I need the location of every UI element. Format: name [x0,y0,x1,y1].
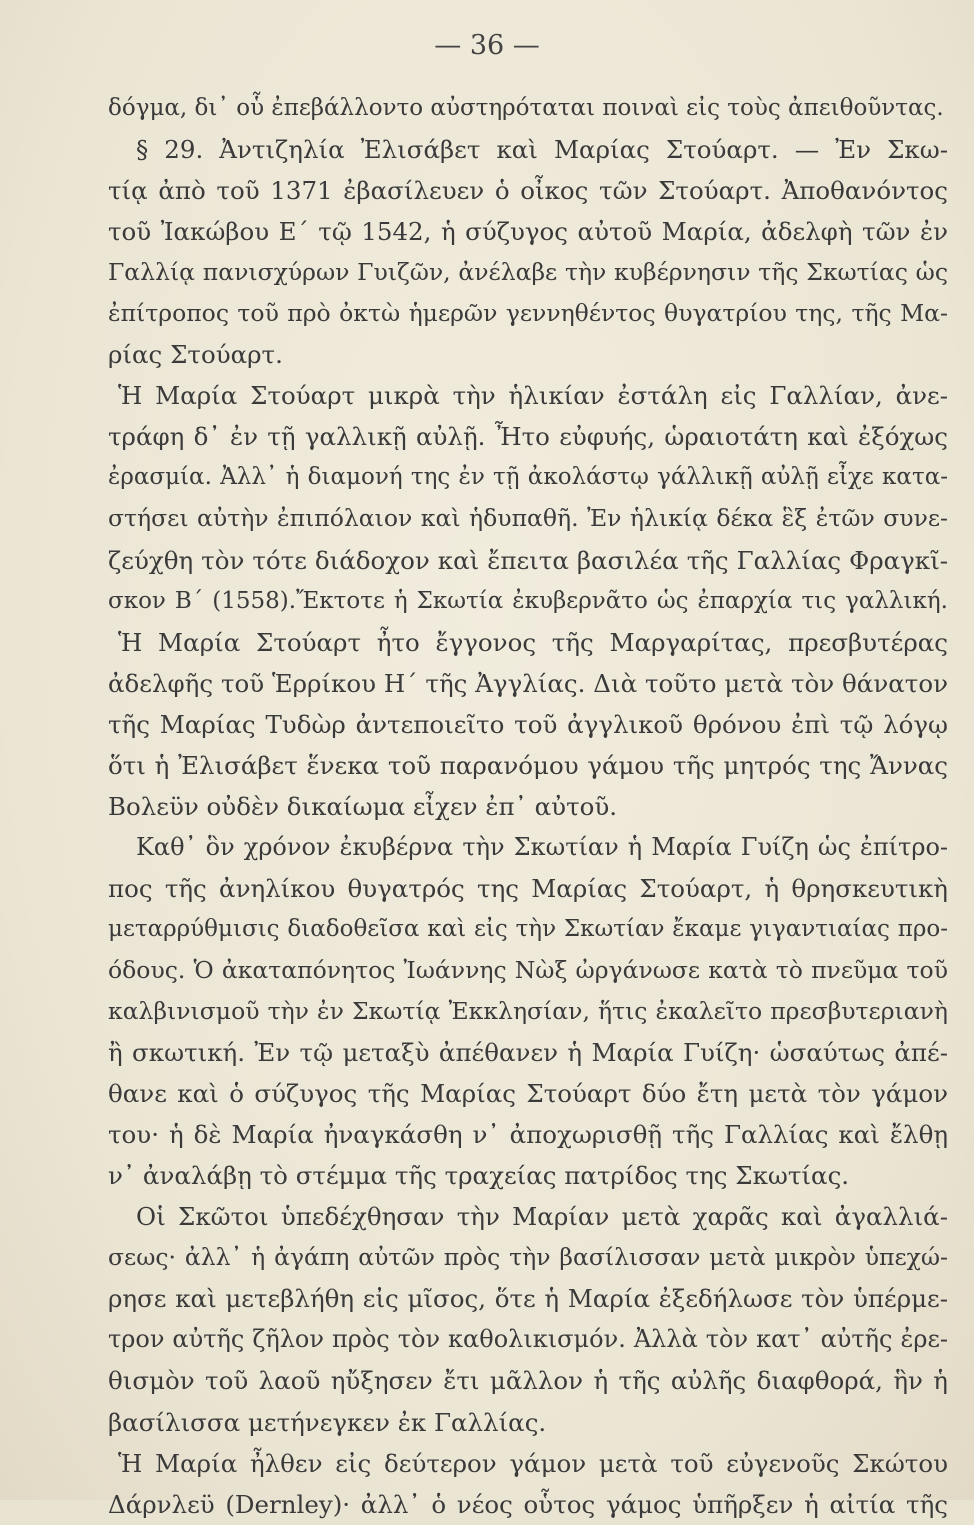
text-line: ρίας Στούαρτ. [108,340,283,370]
text-line: ρησε καὶ μετεβλήθη εἰς μῖσος, ὅτε ἡ Μαρία ἐξεδήλωσε τὸν ὑπέρμε- [108,1284,948,1314]
text-line: τρον αὐτῆς ζῆλον πρὸς τὸν καθολικισμόν. Ἀλλὰ τὸν κατ᾿ αὐτῆς ἐρε- [108,1325,948,1354]
text-line: ἀδελφῆς τοῦ Ἑρρίκου Η΄ τῆς Ἀγγλίας. Διὰ τοῦτο μετὰ τὸν θάνατον [108,668,948,698]
text-line: Ἡ Μαρία Στούαρτ μικρὰ τὴν ἡλικίαν ἐστάλη εἰς Γαλλίαν, ἀνε- [118,381,948,411]
text-line: όδους. Ὁ ἀκαταπόνητος Ἰωάννης Νὼξ ὠργάνωσε κατὰ τὸ πνεῦμα τοῦ [108,955,948,984]
text-line: καλβινισμοῦ τὴν ἐν Σκωτίᾳ Ἐκκλησίαν, ἥτις ἐκαλεῖτο πρεσβυτεριανὴ [108,997,948,1026]
text-line: σκον Β΄ (1558).Ἔκτοτε ἡ Σκωτία ἐκυβερνᾶτο ὡς ἐπαρχία τις γαλλική. [108,587,948,614]
text-line: Ἡ Μαρία ἦλθεν εἰς δεύτερον γάμον μετὰ τοῦ εὐγενοῦς Σκώτου [118,1448,948,1478]
text-line: τοῦ Ἰακώβου Ε΄ τῷ 1542, ἡ σύζυγος αὐτοῦ Μαρία, ἀδελφὴ τῶν ἐν [108,217,948,247]
text-line: ἐρασμία. Ἀλλ᾿ ἡ διαμονή της ἐν τῇ ἀκολάστῳ γάλλικῇ αὐλῇ εἶχε κατα- [108,464,948,491]
text-line: ἢ σκωτική. Ἐν τῷ μεταξὺ ἀπέθανεν ἡ Μαρία Γυίζη· ὡσαύτως ἀπέ- [108,1038,948,1068]
text-line: Καθ᾿ ὃν χρόνον ἐκυβέρνα τὴν Σκωτίαν ἡ Μαρία Γυίζη ὡς ἐπίτρο- [136,832,948,861]
body-text [108,88,948,1525]
text-line: Οἱ Σκῶτοι ὑπεδέχθησαν τὴν Μαρίαν μετὰ χαρᾶς καὶ ἀγαλλιά- [136,1202,948,1232]
text-line: Βολεϋν οὐδὲν δικαίωμα εἶχεν ἐπ᾿ αὐτοῦ. [108,791,618,821]
text-line: του· ἡ δὲ Μαρία ἠναγκάσθη ν᾿ ἀποχωρισθῇ τῆς Γαλλίας καὶ ἔλθῃ [108,1120,948,1150]
text-line: Δάρνλεϋ (Dernley)· ἀλλ᾿ ὁ νέος οὗτος γάμος ὑπῆρξεν ἡ αἰτία τῆς [108,1489,948,1519]
text-line: τῆς Μαρίας Τυδὼρ ἀντεποιεῖτο τοῦ ἀγγλικοῦ θρόνου ἐπὶ τῷ λόγῳ [108,709,948,739]
text-line: Γαλλίᾳ πανισχύρων Γυιζῶν, ἀνέλαβε τὴν κυβέρνησιν τῆς Σκωτίας ὡς [108,258,948,287]
page-number: — 36 — [434,30,540,61]
text-line: βασίλισσα μετήνεγκεν ἐκ Γαλλίας. [108,1407,547,1437]
text-line: § 29. Ἀντιζηλία Ἐλισάβετ καὶ Μαρίας Στούαρτ. — Ἐν Σκω- [136,135,948,165]
text-line: σεως· ἀλλ᾿ ἡ ἀγάπη αὐτῶν πρὸς τὴν βασίλισσαν μετὰ μικρὸν ὑπεχώ- [108,1243,948,1272]
text-line: θανε καὶ ὁ σύζυγος τῆς Μαρίας Στούαρτ δύο ἔτη μετὰ τὸν γάμον [108,1079,948,1109]
text-line: θισμὸν τοῦ λαοῦ ηὔξησεν ἔτι μᾶλλον ἡ τῆς αὐλῆς διαφθορά, ἣν ἡ [108,1366,948,1396]
text-line: μεταρρύθμισις διαδοθεῖσα καὶ εἰς τὴν Σκωτίαν ἔκαμε γιγαντιαίας προ- [108,915,948,942]
text-line: δόγμα, δι᾿ οὗ ἐπεβάλλοντο αὐστηρόταται ποιναὶ εἰς τοὺς ἀπειθοῦντας. [108,95,944,121]
text-line: στήσει αὐτὴν ἐπιπόλαιον καὶ ἡδυπαθῆ. Ἐν ἡλικίᾳ δέκα ἓξ ἐτῶν συνε- [108,504,948,533]
text-line: ἐπίτροπος τοῦ πρὸ ὀκτὼ ἡμερῶν γεννηθέντος θυγατρίου της, τῆς Μα- [108,299,948,328]
text-line: ὅτι ἡ Ἐλισάβετ ἕνεκα τοῦ παρανόμου γάμου τῆς μητρός της Ἄννας [108,750,948,780]
text-line: τίᾳ ἀπὸ τοῦ 1371 ἐβασίλευεν ὁ οἶκος τῶν Στούαρτ. Ἀποθανόντος [108,176,948,206]
text-line: ν᾿ ἀναλάβῃ τὸ στέμμα τῆς τραχείας πατρίδος της Σκωτίας. [108,1161,850,1191]
text-line: πος τῆς ἀνηλίκου θυγατρός της Μαρίας Στούαρτ, ἡ θρησκευτικὴ [108,873,948,903]
text-line: Ἡ Μαρία Στούαρτ ἦτο ἔγγονος τῆς Μαργαρίτας, πρεσβυτέρας [118,627,948,657]
text-line: τράφη δ᾿ ἐν τῇ γαλλικῇ αὐλῇ. Ἦτο εὐφυής, ὡραιοτάτη καὶ ἐξόχως [108,422,948,452]
text-line: ζεύχθη τὸν τότε διάδοχον καὶ ἔπειτα βασιλέα τῆς Γαλλίας Φραγκῖ- [108,545,948,575]
